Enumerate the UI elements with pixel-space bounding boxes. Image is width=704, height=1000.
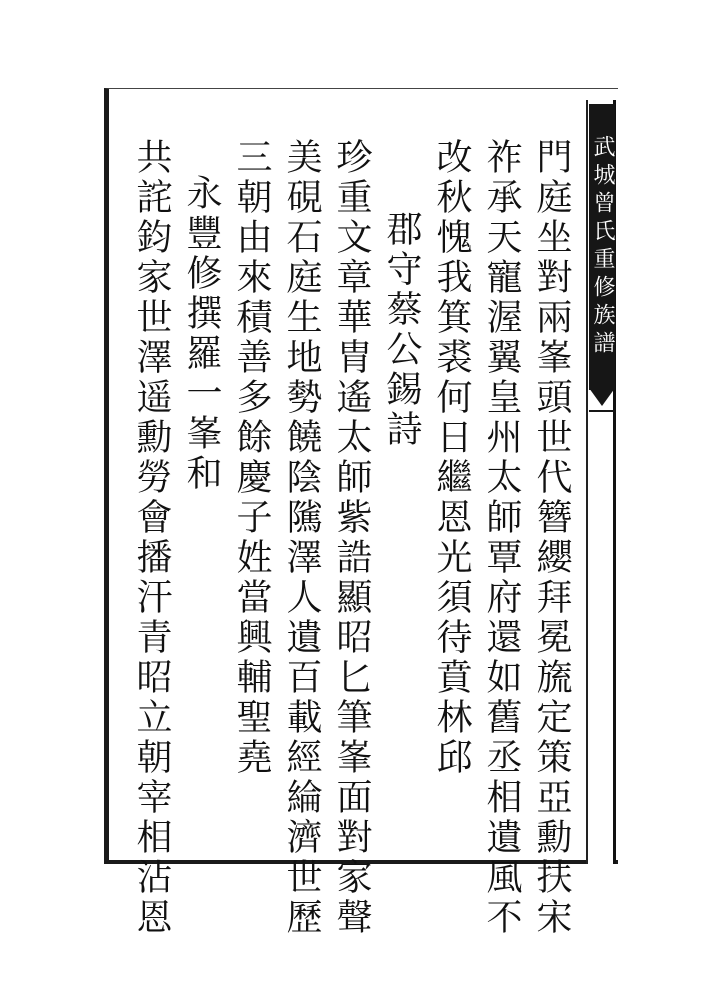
fish-tail-line [589, 410, 615, 412]
text-column-1: 門庭坐對兩峯頭世代簪纓拜冕旒定策亞勳扶宋 [531, 138, 572, 938]
poem-text [106, 138, 576, 938]
poem-heading-cai: 郡守蔡公錫詩 [381, 210, 422, 450]
text-column-9: 共詫鈞家世澤遥勳勞會播汗青昭立朝宰相沾恩 [131, 138, 172, 938]
text-column-2: 祚承天寵渥翼皇州太師覃府還如舊丞相遺風不 [481, 138, 522, 938]
margin-title: 武城曾氏重修族譜 [589, 104, 615, 390]
text-column-3: 改秋愧我箕裘何日繼恩光須待賁林邱 [431, 138, 472, 778]
text-column-6: 美硯石庭生地勢饒陰隲澤人遺百載經綸濟世歷 [281, 138, 322, 938]
text-column-7: 三朝由來積善多餘慶子姓當興輔聖堯 [231, 138, 272, 778]
text-column-5: 珍重文章華胄遙太師紫誥顯昭匕筆峯面對家聲 [331, 138, 372, 938]
poem-heading-luo: 永豐修撰羅一峯和 [181, 174, 222, 494]
